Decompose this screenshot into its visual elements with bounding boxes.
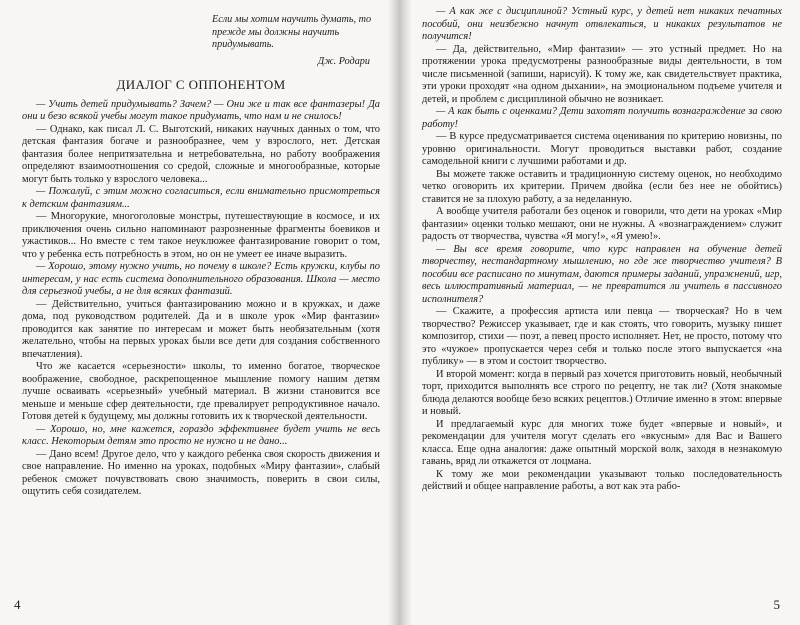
- page-number-left: 4: [14, 597, 21, 612]
- left-paragraph: — Хорошо, но, мне кажется, гораздо эффективнее будет учить не весь класс. Некоторым детям это просто не нужно и не дано...: [22, 423, 380, 447]
- left-page: [0, 0, 392, 625]
- right-paragraph: А вообще учителя работали без оценок и говорили, что дети на уроках «Мир фантазии» оценки только мешают, они не нужны. А «вознаграждением» служит радость от творчества, чувства «Я могу!», «Я умею!».: [422, 206, 782, 242]
- section-heading: ДИАЛОГ С ОППОНЕНТОМ: [116, 76, 286, 92]
- left-paragraph: — Пожалуй, с этим можно согласиться, если внимательно присмотреться к детским фантазиям...: [22, 186, 380, 210]
- left-paragraph: — Дано всем! Другое дело, что у каждого ребенка своя скорость движения и свое направление. Но именно на уроках, подобных «Миру фантазии», слабый ребенок сможет почувствовать свою значимость, поверить в свои силы, ощутить себя созидателем.: [22, 448, 380, 497]
- right-paragraph: — Скажите, а профессия артиста или певца — творческая? Но в чем творчество? Режиссер указывает, где и как стоять, что говорить, музыку пишет композитор, стихи — поэт, а певец просто исполняет. Нет, не просто, потому что это «чужое» пропускается через себя и только после этого выпускается «на публику» — в этом и состоит творчество.: [422, 306, 782, 367]
- left-paragraph: — Хорошо, этому нужно учить, но почему в школе? Есть кружки, клубы по интересам, у нас есть система дополнительного образования. Школа — место для серьезной учебы, а не для всяких фантазий.: [22, 261, 380, 297]
- epigraph: Если мы хотим научить думать, то прежде мы должны научить придумывать.: [212, 14, 372, 50]
- right-paragraph: И предлагаемый курс для многих тоже будет «впервые и новый», и рекомендации для учителя могут сделать его «вкусным» для Вас и Вашего класса. Еще одна аналогия: даже опытный морской волк, заходя в незнакомую гавань, вряд ли откажется от лоцмана.: [422, 418, 782, 467]
- left-paragraph: — Действительно, учиться фантазированию можно и в кружках, и даже дома, под руководством родителей. Да и в школе урок «Мир фантазии» проводится как занятие по интересам и может быть необязательным (хотя желательно, чтобы на первых уроках были все дети для создания собственного впечатления).: [22, 298, 380, 360]
- right-paragraph: К тому же мои рекомендации указывают только последовательность действий и общее направление работы, а вот как эта рабо-: [422, 468, 782, 492]
- right-paragraph: — А как же с дисциплиной? Устный курс, у детей нет никаких печатных пособий, они неизбежно начнут отвлекаться, и никаких результатов не получится!: [422, 6, 782, 42]
- left-paragraph: Что же касается «серьезности» школы, то именно богатое, творческое воображение, свободное, раскрепощенное мышление помогу нашим детям лучше осваивать «серьезный» учебный материал. В жизни становится все меньше и меньше сфер деятельности, где превалирует репродуктивное начало. Готовя детей к будущему, мы должны готовить их к творческой деятельности.: [22, 361, 380, 422]
- right-page: [408, 0, 800, 625]
- left-paragraph: — Многорукие, многоголовые монстры, путешествующие в космосе, и их приключения очень сильно напоминают разрозненные фрагменты боевиков и ужастиков... Но вместе с тем такое неуклюжее фантазирование говорит о том, что у ребенка есть потребность в этом, но он не умеет ее иначе выразить.: [22, 211, 380, 260]
- right-paragraph: И второй момент: когда в первый раз хочется приготовить новый, необычный торт, приходится выполнять все строго по рецепту, не так ли? (Хотя знакомые блюда делаются вообще безо всяких рецептов.) Отличие именно в этом: впервые и новый.: [422, 368, 782, 417]
- right-paragraph: — В курсе предусматривается система оценивания по критерию новизны, по уровню оригинальности. Могут проводиться выставки работ, создание самодельной книги с лучшими работами и др.: [422, 131, 782, 167]
- right-paragraph: — Да, действительно, «Мир фантазии» — это устный предмет. Но на протяжении урока предусмотрены разнообразные виды деятельности, в том числе письменной (запиши, нарисуй). К тому же, как свидетельствует практика, эти уроки проходят «на одном дыхании», на эмоциональном подъеме учителя и детей, и проблем с дисциплиной обычно не возникает.: [422, 43, 782, 105]
- left-paragraph: — Учить детей придумывать? Зачем? — Они же и так все фантазеры! Да они и безо всякой учебы могут такое придумать, что нам и не снилось!: [22, 98, 380, 122]
- right-paragraph: — А как быть с оценками? Дети захотят получить вознаграждение за свою работу!: [422, 106, 782, 130]
- left-paragraph: — Однако, как писал Л. С. Выготский, никаких научных данных о том, что детская фантазия богаче и разнообразнее, чем у взрослого, нет. Детская фантазия более непритязательна и нетребовательна, но работу воображения определяют взаимоотношения со средой, сложные и многообразные, которые могут быть только у взрослого человека...: [22, 123, 380, 185]
- epigraph-author: Дж. Родари: [317, 55, 370, 67]
- right-page-body: [422, 6, 782, 494]
- right-paragraph: Вы можете также оставить и традиционную систему оценок, но необходимо четко оговорить их критерии. Причем двойка (если без нее не обойтись) ставится не за плохую работу, а за неделанную.: [422, 168, 782, 205]
- right-paragraph: — Вы все время говорите, что курс направлен на обучение детей творчеству, нестандартному мышлению, но где же творчество учителя? В пособии все расписано по минутам, даются примеры заданий, упражнений, игр, весь иллюстративный материал, — не превратится ли учитель в пассивного исполнителя?: [422, 243, 782, 305]
- page-number-right: 5: [773, 597, 780, 612]
- left-page-body: [22, 99, 380, 499]
